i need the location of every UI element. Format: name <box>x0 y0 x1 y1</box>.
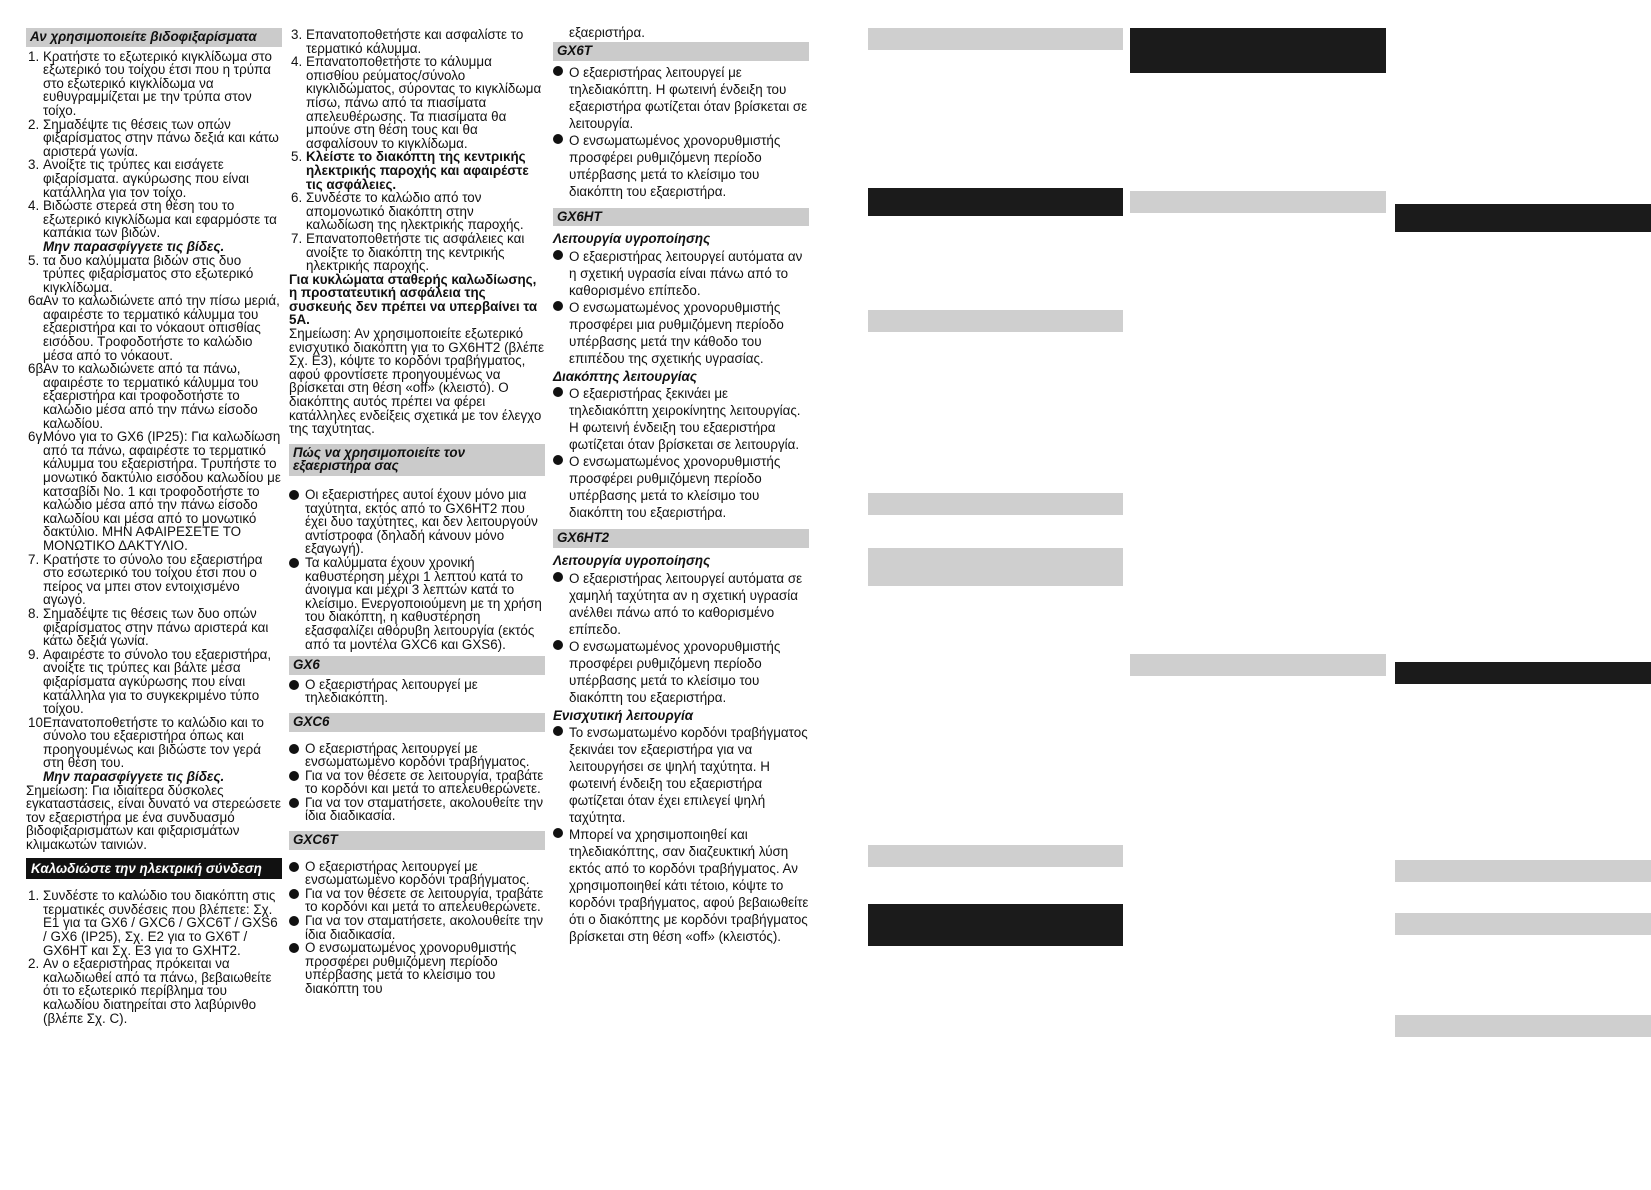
shaded-block <box>1130 654 1386 676</box>
step-text: Επανατοποθετήστε το καλώδιο και το σύνολο του εξαεριστήρα όπως και προηγουμένως και βιδώστε τον γερά στη θέση του. <box>43 714 265 771</box>
model-heading-gxc6: GXC6 <box>289 713 545 732</box>
section-heading-mounting: Αν χρησιμοποιείτε βιδοφιξαρίσματα <box>26 28 282 47</box>
shaded-block <box>868 310 1123 332</box>
bullet-dot <box>289 490 299 500</box>
model-heading-gx6ht2: GX6HT2 <box>553 529 809 548</box>
bullet-dot <box>289 798 299 808</box>
step-text: Συνδέστε το καλώδιο του διακόπτη στις τερματικές συνδέσεις που βλέπετε: Σχ. Ε1 για τα GX6 / GXC6 / GXC6T / GXS6 / GX6 (IP25), Σχ. Ε2 για το GX6T / GX6HT και Σχ. Ε3 για το GXHT2. <box>43 888 278 958</box>
step-number: 3. <box>291 27 303 42</box>
bullet-text: Ο εξαεριστήρας λειτουργεί αυτόματα σε χαμηλή ταχύτητα αν η σχετική υγρασία ανέλθει πάνω από το καθορισμένο επίπεδο. <box>569 570 803 637</box>
bullet-item <box>289 941 545 995</box>
subheading-humidistat-2: Λειτουργία υγροποίησης <box>553 552 711 568</box>
numbered-step <box>289 232 545 273</box>
gx6-bullets <box>289 678 545 705</box>
mounting-note: Σημείωση: Για ιδιαίτερα δύσκολες εγκαταστάσεις, είναι δυνατό να στερεώσετε τον εξαεριστήρα με ένα συνδυασμό βιδοφιξαρισμάτων και φιξαρισμάτων κλιμακωτών ταινιών. <box>26 782 281 853</box>
step-text: Κρατήστε το σύνολο του εξαεριστήρα στο εσωτερικό του τοίχου έτσι που ο πείρος να μπει στον εντοιχισμένο αγωγό. <box>43 551 263 608</box>
bullet-item <box>553 64 809 132</box>
gx6ht-switch-bullets <box>553 385 809 521</box>
numbered-step <box>289 28 545 55</box>
bullet-dot <box>553 134 563 144</box>
subheading-switch: Διακόπτης λειτουργίας <box>553 368 697 384</box>
step-text: Αν το καλωδιώνετε από τα πάνω, αφαιρέστε το τερματικό κάλυμμα του εξαεριστήρα και τροφοδοτήστε το καλώδιο μέσα από την πάνω είσοδο καλωδίου. <box>43 361 259 431</box>
bullet-item <box>289 742 545 769</box>
carryover-text: εξαεριστήρα. <box>569 25 645 40</box>
bullet-item <box>289 488 545 556</box>
bullet-text: Για να τον θέσετε σε λειτουργία, τραβάτε το κορδόνι και μετά το απελευθερώνετε. <box>305 767 544 797</box>
bullet-text: Για να τον σταματήσετε, ακολουθείτε την ίδια διαδικασία. <box>305 913 544 942</box>
bullet-text: Ο εξαεριστήρας λειτουργεί με τηλεδιακόπτη. <box>305 676 478 706</box>
bullet-item <box>553 248 809 299</box>
step-text: Σημαδέψτε τις θέσεις των οπών φιξαρίσματος στην πάνω δεξιά και κάτω αριστερά γωνία. <box>43 116 279 159</box>
step-emphasis: Μην παρασφίγγετε τις βίδες. <box>43 238 225 254</box>
bullet-dot <box>553 640 563 650</box>
bullet-dot <box>553 387 563 397</box>
step-text: Αν ο εξαεριστήρας πρόκειται να καλωδιωθεί από τα πάνω, βεβαιωθείτε ότι το εξωτερικό περίβλημα του καλωδίου διατηρείται στο λαβύρινθο (βλέπε Σχ. C). <box>43 956 272 1026</box>
step-number: 8. <box>28 605 40 621</box>
step-number: 2. <box>28 116 40 132</box>
numbered-step <box>26 50 282 118</box>
bullet-dot <box>289 862 299 872</box>
bullet-item <box>289 860 545 887</box>
bullet-text: Ο εξαεριστήρας λειτουργεί με ενσωματωμένο κορδόνι τραβήγματος. <box>305 858 530 888</box>
step-text: Βιδώστε στερεά στη θέση του το εξωτερικό κιγκλίδωμα και εφαρμόστε τα καπάκια των βιδών. <box>43 198 277 241</box>
step-number: 1. <box>28 888 40 904</box>
step-number: 2. <box>28 956 40 972</box>
step-number: 6β. <box>28 361 47 377</box>
dark-block <box>1395 662 1651 684</box>
model-heading-gx6t: GX6T <box>553 42 809 61</box>
subheading-humidistat: Λειτουργία υγροποίησης <box>553 231 711 247</box>
bullet-item <box>553 132 809 200</box>
bullet-dot <box>289 771 299 781</box>
bullet-text: Για να τον θέσετε σε λειτουργία, τραβάτε το κορδόνι και μετά το απελευθερώνετε. <box>305 885 544 915</box>
numbered-step <box>289 191 545 232</box>
numbered-step <box>26 889 282 957</box>
numbered-step <box>26 648 282 716</box>
step-number: 3. <box>28 157 40 173</box>
dark-block <box>1395 204 1651 232</box>
section-heading-wiring: Καλωδιώστε την ηλεκτρική σύνδεση <box>26 858 282 880</box>
bullet-dot <box>289 558 299 568</box>
numbered-step <box>26 957 282 1025</box>
gx6ht2-humidistat-bullets <box>553 570 809 706</box>
numbered-step <box>26 294 282 362</box>
step-text: Επανατοποθετήστε τις ασφάλειες και ανοίξτε το διακόπτη της κεντρικής ηλεκτρικής παροχής. <box>306 230 525 274</box>
bullet-dot <box>553 301 563 311</box>
step-number: 6. <box>291 190 303 206</box>
numbered-step <box>26 716 282 784</box>
bullet-item <box>289 887 545 914</box>
bullet-item <box>553 299 809 367</box>
step-text: Ανοίξτε τις τρύπες και εισάγετε φιξαρίσματα. αγκύρωσης που είναι κατάλληλα για τον τοίχο. <box>43 157 249 200</box>
subheading-boost: Ενισχυτική λειτουργία <box>553 707 694 723</box>
shaded-block <box>868 493 1123 515</box>
bullet-item <box>289 769 545 796</box>
bullet-dot <box>553 455 563 465</box>
step-text: Επανατοποθετήστε και ασφαλίστε το τερματικό κάλυμμα. <box>306 27 524 56</box>
bullet-text: Ο εξαεριστήρας λειτουργεί αυτόματα αν η σχετική υγρασία είναι πάνω από το καθορισμένο επίπεδο. <box>569 248 803 298</box>
bullet-dot <box>553 572 563 582</box>
bullet-dot <box>553 250 563 260</box>
bullet-item <box>553 826 809 945</box>
step-text: Επανατοποθετήστε το κάλυμμα οπισθίου ρεύματος/σύνολο κιγκλιδώματος, σύροντας το κιγκλίδωμα πίσω, πάνω από τα πιασίματα απελευθέρωσης. Τα πιασίματα θα μπούνε στη θέση τους και θα ασφαλίσουν το κιγκλίδωμα. <box>306 54 542 151</box>
numbered-step <box>289 55 545 150</box>
step-text: Κλείστε το διακόπτη της κεντρικής ηλεκτρικής παροχής και αφαιρέστε τις ασφάλειες. <box>306 149 529 192</box>
step-number: 4. <box>291 54 303 70</box>
model-heading-gxc6t: GXC6T <box>289 831 545 850</box>
bullet-text: Ο ενσωματωμένος χρονορυθμιστής προσφέρει ρυθμιζόμενη περίοδο υπέρβασης μετά το κλείσιμο του διακόπτη του εξαεριστήρα. <box>569 638 781 705</box>
step-number: 7. <box>291 230 303 246</box>
bullet-dot <box>289 943 299 953</box>
fixed-wiring-warning: Για κυκλώματα σταθερής καλωδίωσης, η προστατευτική ασφάλεια της συσκευής δεν πρέπει να υπερβαίνει τα 5Α. <box>289 271 538 328</box>
gx6ht2-boost-bullets <box>553 724 809 945</box>
bullet-item <box>289 556 545 651</box>
bullet-item <box>289 914 545 941</box>
gx6t-bullets <box>553 64 809 200</box>
bullet-text: Για να τον σταματήσετε, ακολουθείτε την ίδια διαδικασία. <box>305 794 544 824</box>
step-text: τα δυο καλύμματα βιδών στις δυο τρύπες φιξαρίσματος στο εξωτερικό κιγκλίδωμα. <box>43 252 254 295</box>
model-heading-gx6: GX6 <box>289 656 545 675</box>
step-emphasis: Μην παρασφίγγετε τις βίδες. <box>43 769 225 785</box>
gxc6t-bullets <box>289 860 545 996</box>
bullet-text: Ο εξαεριστήρας λειτουργεί με τηλεδιακόπτη. Η φωτεινή ένδειξη του εξαεριστήρα φωτίζεται όταν βρίσκεται σε λειτουργία. <box>569 64 808 131</box>
wiring-steps-continued <box>289 28 545 273</box>
bullet-dot <box>289 744 299 754</box>
step-number: 6α. <box>28 293 47 309</box>
model-heading-gx6ht: GX6HT <box>553 208 809 227</box>
step-number: 7. <box>28 551 40 567</box>
bullet-item <box>289 796 545 823</box>
gx6ht-humidistat-bullets <box>553 248 809 367</box>
shaded-block <box>1130 191 1386 213</box>
step-number: 6γ. <box>28 429 46 445</box>
dark-block <box>868 188 1123 216</box>
wiring-note: Σημείωση: Αν χρησιμοποιείτε εξωτερικό ενισχυτικό διακόπτη για το GX6HT2 (βλέπε Σχ. Ε3), κόψτε το κορδόνι τραβήγματος, αφού φροντίσετε προηγουμένως να βρίσκεται στη θέση «off» (κλειστό). Ο διακόπτης αυτός πρέπει να φέρει κατάλληλες ενδείξεις σχετικά με τον έλεγχο της ταχύτητας. <box>289 326 545 437</box>
step-number: 1. <box>28 48 40 64</box>
bullet-text: Το ενσωματωμένο κορδόνι τραβήγματος ξεκινάει τον εξαεριστήρα για να λειτουργήσει σε ψηλή ταχύτητα. Η φωτεινή ένδειξη του εξαεριστήρα φωτίζεται όταν έχει επιλεγεί ψηλή ταχύτητα. <box>569 725 808 826</box>
numbered-step <box>26 118 282 159</box>
column-2 <box>289 28 545 996</box>
bullet-text: Οι εξαεριστήρες αυτοί έχουν μόνο μια ταχύτητα, εκτός από το GX6HT2 που έχει δυο ταχύτητες, και δεν λειτουργούν αντίστροφα (δηλαδή κάνουν μόνο εξαγωγή). <box>305 487 538 557</box>
numbered-step <box>26 158 282 199</box>
bullet-item <box>553 570 809 638</box>
step-number: 5. <box>28 252 40 268</box>
bullet-item <box>289 678 545 705</box>
bullet-item <box>553 638 809 706</box>
shaded-block <box>868 845 1123 867</box>
bullet-text: Ο ενσωματωμένος χρονορυθμιστής προσφέρει μια ρυθμιζόμενη περίοδο υπέρβασης μετά την κάθοδο του επιπέδου της σχετικής υγρασίας. <box>569 299 784 366</box>
column-1 <box>26 28 282 1025</box>
step-number: 9. <box>28 646 40 662</box>
shaded-block <box>1395 913 1651 935</box>
section-heading-how-to-use: Πώς να χρησιμοποιείτε τον εξαεριστήρα σας <box>289 444 545 476</box>
bullet-dot <box>553 726 563 736</box>
dark-block <box>1130 28 1386 73</box>
numbered-step <box>26 254 282 295</box>
shaded-block <box>868 548 1123 586</box>
shaded-block <box>1395 1015 1651 1037</box>
step-number: 10. <box>28 714 47 730</box>
bullet-text: Ο εξαεριστήρας ξεκινάει με τηλεδιακόπτη χειροκίνητης λειτουργίας. Η φωτεινή ένδειξη του εξαεριστήρα φωτίζεται όταν βρίσκεται σε λειτουργία. <box>569 386 801 453</box>
gxc6-bullets <box>289 742 545 824</box>
step-text: Συνδέστε το καλώδιο από τον απομονωτικό διακόπτη στην καλωδίωση της ηλεκτρικής παροχής. <box>306 190 524 233</box>
numbered-step <box>26 607 282 648</box>
numbered-step <box>26 362 282 430</box>
bullet-item <box>553 453 809 521</box>
bullet-text: Ο ενσωματωμένος χρονορυθμιστής προσφέρει ρυθμιζόμενη περίοδο υπέρβασης μετά το κλείσιμο του διακόπτη του εξαεριστήρα. <box>569 454 781 521</box>
use-bullets <box>289 488 545 651</box>
shaded-block <box>868 28 1123 50</box>
shaded-block <box>1395 860 1651 882</box>
step-number: 4. <box>28 198 40 214</box>
numbered-step <box>26 553 282 607</box>
bullet-dot <box>553 66 563 76</box>
bullet-dot <box>553 828 563 838</box>
bullet-item <box>553 385 809 453</box>
wiring-steps <box>26 889 282 1025</box>
step-text: Μόνο για το GX6 (IP25): Για καλωδίωση από τα πάνω, αφαιρέστε το τερματικό κάλυμμα του εξαεριστήρα. Τρυπήστε το μονωτικό δακτύλιο εισόδου καλωδίου με κατσαβίδι No. 1 και τροφοδοτήστε το καλώδιο μέσα από την πάνω είσοδο καλωδίου και μέσα από το μονωτικό δακτύλιο. ΜΗΝ ΑΦΑΙΡΕΣΕΤΕ ΤΟ ΜΟΝΩΤΙΚΟ ΔΑΚΤΥΛΙΟ. <box>43 429 281 553</box>
step-text: Αν το καλωδιώνετε από την πίσω μεριά, αφαιρέστε το τερματικό κάλυμμα του εξαεριστήρα και το νόκαουτ οπισθίας εισόδου. Τροφοδοτήστε το καλώδιο μέσα από το νόκαουτ. <box>43 293 280 363</box>
bullet-dot <box>289 916 299 926</box>
dark-block <box>868 904 1123 946</box>
step-text: Αφαιρέστε το σύνολο του εξαεριστήρα, ανοίξτε τις τρύπες και βάλτε μέσα φιξαρίσματα αγκύρωσης που είναι κατάλληλα για το συγκεκριμένο τύπο τοίχου. <box>43 646 272 717</box>
step-text: Σημαδέψτε τις θέσεις των δυο οπών φιξαρίσματος στην πάνω αριστερά και κάτω δεξιά γωνία. <box>43 605 269 649</box>
bullet-text: Ο ενσωματωμένος χρονορυθμιστής προσφέρει ρυθμιζόμενη περίοδο υπέρβασης μετά το κλείσιμο του διακόπτη του εξαεριστήρα. <box>569 132 781 199</box>
bullet-text: Ο εξαεριστήρας λειτουργεί με ενσωματωμένο κορδόνι τραβήγματος. <box>305 740 530 770</box>
bullet-text: Τα καλύμματα έχουν χρονική καθυστέρηση μέχρι 1 λεπτού κατά το άνοιγμα και μέχρι 3 λεπτών κατά το κλείσιμο. Ενεργοποιούμενη με τη χρήση του διακόπτη, η καθυστέρηση εξασφαλίζει αθόρυβη λειτουργία (εκτός από τα μοντέλα GXC6 και GXS6). <box>305 554 542 652</box>
bullet-item <box>553 724 809 826</box>
bullet-text: Ο ενσωματωμένος χρονορυθμιστής προσφέρει ρυθμιζόμενη περίοδο υπέρβασης μετά το κλείσιμο του διακόπτη του <box>305 940 517 996</box>
column-3 <box>553 26 809 945</box>
bullet-text: Μπορεί να χρησιμοποιηθεί και τηλεδιακόπτης, σαν διαζευκτική λύση εκτός από το κορδόνι τραβήγματος. Αν χρησιμοποιηθεί κάτι τέτοιο, κόψτε το κορδόνι τραβήγματος, αφού βεβαιωθείτε ότι ο διακόπτης με κορδόνι τραβήγματος βρίσκεται στη θέση «off» (κλειστός). <box>569 827 809 945</box>
mounting-steps <box>26 50 282 784</box>
bullet-dot <box>289 680 299 690</box>
step-text: Κρατήστε το εξωτερικό κιγκλίδωμα στο εξωτερικό του τοίχου έτσι που η τρύπα στο εξωτερικό κιγκλίδωμα να ευθυγραμμίζεται με την τρύπα στον τοίχο. <box>43 48 272 118</box>
numbered-step <box>26 430 282 552</box>
step-number: 5. <box>291 149 303 165</box>
numbered-step <box>289 150 545 191</box>
bullet-dot <box>289 889 299 899</box>
numbered-step <box>26 199 282 253</box>
